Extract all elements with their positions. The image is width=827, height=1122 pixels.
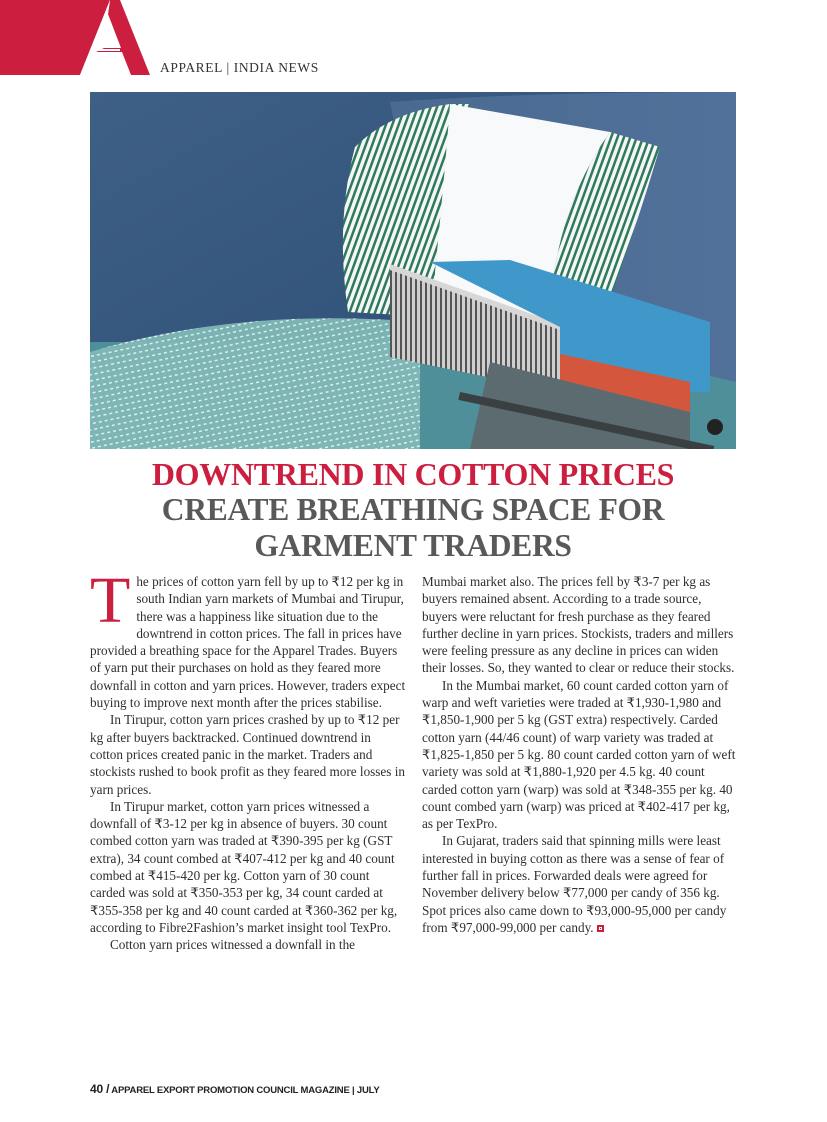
article-column-left — [90, 564, 406, 954]
article-headline — [90, 456, 736, 564]
section-label: APPAREL | INDIA NEWS — [160, 60, 319, 75]
headline-line-1: DOWNTREND IN COTTON PRICES — [151, 456, 675, 492]
article-paragraph: Cotton yarn prices witnessed a downfall in the — [110, 937, 356, 953]
article-paragraph — [90, 564, 406, 711]
article-paragraph: In Tirupur, cotton yarn prices crashed by up to ₹12 per kg after buyers backtracked. Continued downtrend in cotton prices created panic in the market. Traders and stockists rushed to book profit as they feared more losses in yarn prices. — [90, 712, 405, 797]
magazine-logo — [0, 0, 150, 75]
page-number: 40 / — [90, 1082, 110, 1096]
article-paragraph: Mumbai market also. The prices fell by ₹3-7 per kg as buyers remained absent. According to a trade source, buyers were reluctant for fresh purchase as they feared further decline in yarn prices. Stockists, traders and millers were feeling pressure as any decline in prices can widen their losses. So, they wanted to clear or reduce their stocks. — [422, 574, 735, 676]
page-footer — [90, 1082, 380, 1096]
article-paragraph: In the Mumbai market, 60 count carded cotton yarn of warp and weft varieties were traded at ₹1,930-1,980 and ₹1,850-1,900 per 5 kg (GST extra) respectively. Carded cotton yarn (44/46 count) of warp variety was traded at ₹1,825-1,850 per 5 kg. 80 count carded cotton yarn of weft variety was sold at ₹1,880-1,920 per 4.5 kg. 40 count carded cotton yarn (warp) was sold at ₹348-355 per kg. 40 count combed yarn (warp) was priced at ₹402-417 per kg, as per TexPro. — [422, 677, 736, 832]
hero-image — [90, 92, 736, 449]
headline-line-2: CREATE BREATHING SPACE FOR — [161, 492, 665, 527]
drop-cap: T — [90, 564, 131, 637]
publication-name: APPAREL EXPORT PROMOTION COUNCIL MAGAZINE | JULY — [109, 1085, 380, 1096]
headline-line-3: GARMENT TRADERS — [254, 528, 572, 563]
article-paragraph — [422, 832, 738, 936]
end-of-article-icon — [597, 925, 604, 932]
article-column-right — [422, 573, 738, 936]
paragraph-text: he prices of cotton yarn fell by up to ₹12 per kg in south Indian yarn markets of Mumbai and Tirupur, there was a happiness like situation due to the downtrend in cotton prices. The fall in prices have provided a breathing space for the Apparel Trades. Buyers of yarn put their purchases on hold as they feared more downfall in cotton and yarn prices. However, traders expect buying to improve next month after the prices stabilise. — [90, 574, 406, 711]
paragraph-text: In Gujarat, traders said that spinning mills were least interested in buying cotton as there was a sense of fear of further fall in prices. Forwarded deals were agreed for November delivery below ₹77,000 per candy of 356 kg. Spot prices also came down to ₹93,000-95,000 per candy from ₹97,000-99,000 per candy. — [422, 833, 727, 935]
article-paragraph: In Tirupur market, cotton yarn prices witnessed a downfall of ₹3-12 per kg in absence of buyers. 30 count combed cotton yarn was traded at ₹390-395 per kg (GST extra), 34 count combed at ₹407-412 per kg and 40 count combed at ₹415-420 per kg. Cotton yarn of 30 count carded was sold at ₹350-353 per kg, 34 count carded at ₹355-358 per kg and 40 count carded at ₹360-362 per kg, according to Fibre2Fashion’s market insight tool TexPro. — [90, 798, 398, 935]
